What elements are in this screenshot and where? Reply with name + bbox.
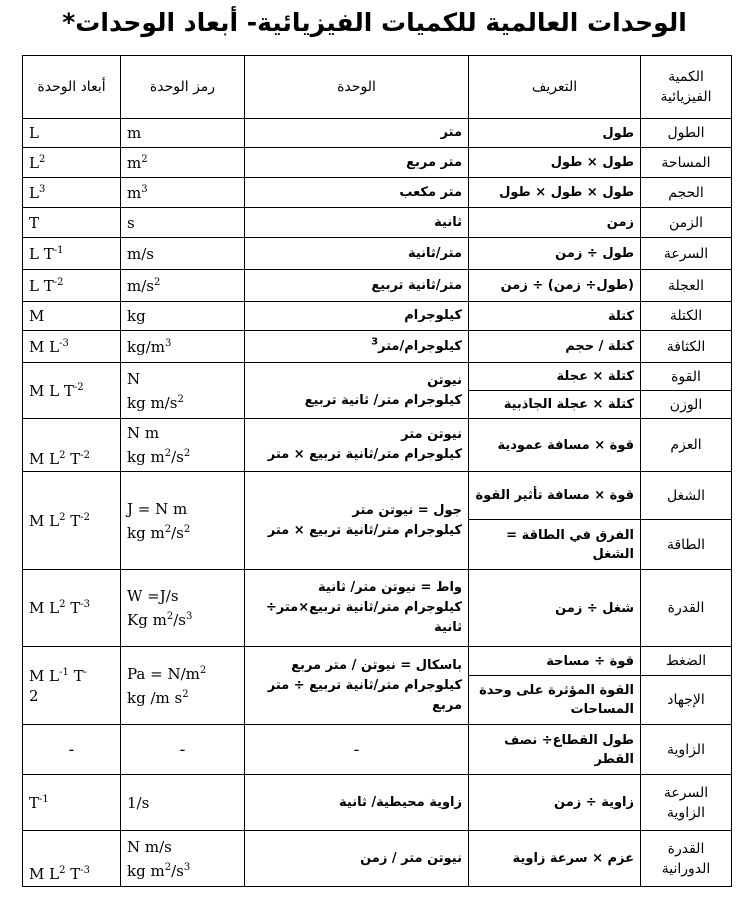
symbol-cell: $m/s^2$ (121, 270, 245, 302)
dimension-cell: M (23, 302, 121, 331)
symbol-cell: $m^3$ (121, 178, 245, 208)
page-title: الوحدات العالمية للكميات الفيزيائية- أبعاد الوحدات* (62, 8, 687, 37)
symbol-cell (121, 472, 245, 570)
symbol-line: $Pa = N/m^2$ (127, 664, 207, 683)
definition-cell: قوة × مسافة عمودية (469, 419, 641, 472)
unit-cell: متر (245, 119, 469, 148)
definition-cell: كتلة × عجلة (469, 363, 641, 391)
dimension-cell: M $L^2$ $T^{-2}$ (23, 419, 121, 472)
quantity-cell: الطول (641, 119, 732, 148)
quantity-cell: الإجهاد (641, 676, 732, 725)
definition-cell: طول ÷ زمن (469, 238, 641, 270)
quantity-cell: الحجم (641, 178, 732, 208)
symbol-line: kg $m^2/s^3$ (127, 861, 191, 880)
dimension-cell: M L $T^{-2}$ (23, 363, 121, 419)
quantity-cell: القوة (641, 363, 732, 391)
dimension-cell: $T^{-1}$ (23, 775, 121, 831)
symbol-line: N m/s (127, 837, 172, 856)
quantity-cell: الوزن (641, 391, 732, 419)
unit-cell: كيلوجرام (245, 302, 469, 331)
unit-line: كيلوجرام متر/ ثانية تربيع (304, 392, 462, 408)
symbol-line: kg $m^2/s^2$ (127, 448, 191, 466)
symbol-cell: m (121, 119, 245, 148)
unit-cell: نيوتن متر / زمن (245, 831, 469, 887)
definition-cell: (طول÷ زمن) ÷ زمن (469, 270, 641, 302)
table-row (23, 238, 732, 270)
symbol-cell: $m^2$ (121, 148, 245, 178)
table-row (23, 570, 732, 647)
quantity-cell: العزم (641, 419, 732, 472)
symbol-cell (121, 363, 245, 419)
unit-line: كيلوجرام متر/ثانية تربيع ÷ متر مربع (267, 677, 462, 713)
quantity-cell: المساحة (641, 148, 732, 178)
unit-cell: كيلوجرام/متر$^3$ (245, 331, 469, 363)
unit-cell (245, 647, 469, 725)
definition-cell: طول × طول × طول (469, 178, 641, 208)
definition-cell: طول القطاع÷ نصف القطر (469, 725, 641, 775)
symbol-cell (121, 570, 245, 647)
table-row (23, 831, 732, 887)
symbol-cell: s (121, 208, 245, 238)
unit-cell: متر/ثانية تربيع (245, 270, 469, 302)
definition-cell: الفرق في الطاقة = الشغل (469, 520, 641, 570)
table-row (23, 647, 732, 676)
table-row (23, 302, 732, 331)
table-row (23, 208, 732, 238)
symbol-line: W =J/s (127, 587, 179, 605)
unit-cell (245, 419, 469, 472)
quantity-cell: السرعة (641, 238, 732, 270)
unit-cell: ثانية (245, 208, 469, 238)
symbol-cell: m/s (121, 238, 245, 270)
unit-line: كيلوجرام متر/ثانية تربيع×متر÷ ثانية (265, 600, 462, 635)
table-row (23, 363, 732, 391)
dimension-cell: L $T^{-1}$ (23, 238, 121, 270)
header-definition: التعريف (469, 56, 641, 119)
unit-cell: متر/ثانية (245, 238, 469, 270)
unit-line: نيوتن (427, 372, 462, 388)
unit-cell: زاوية محيطية/ ثانية (245, 775, 469, 831)
definition-cell: شغل ÷ زمن (469, 570, 641, 647)
unit-line: كيلوجرام متر/ثانية تربيع × متر (267, 522, 462, 538)
unit-line: جول = نيوتن متر (352, 502, 462, 518)
table-row (23, 178, 732, 208)
definition-cell: كتلة / حجم (469, 331, 641, 363)
unit-cell: متر مربع (245, 148, 469, 178)
unit-cell: - (245, 725, 469, 775)
definition-cell: كتلة (469, 302, 641, 331)
dimension-cell: $L^3$ (23, 178, 121, 208)
definition-cell: زاوية ÷ زمن (469, 775, 641, 831)
table-row (23, 119, 732, 148)
quantity-cell: الشغل (641, 472, 732, 520)
symbol-line: kg $m/s^2$ (127, 393, 184, 412)
table-row (23, 775, 732, 831)
quantity-cell: العجلة (641, 270, 732, 302)
unit-line: واط = نيوتن متر/ ثانية (318, 580, 462, 595)
dimension-cell: L $T^{-2}$ (23, 270, 121, 302)
unit-cell (245, 570, 469, 647)
symbol-cell: - (121, 725, 245, 775)
header-dimension: أبعاد الوحدة (23, 56, 121, 119)
quantity-cell: الزاوية (641, 725, 732, 775)
definition-cell: القوة المؤثرة على وحدة المساحات (469, 676, 641, 725)
symbol-cell: kg (121, 302, 245, 331)
quantity-cell: القدرة الدورانية (641, 831, 732, 887)
dimension-cell: M $L^2$ $T^{-2}$ (23, 472, 121, 570)
table-row (23, 472, 732, 520)
quantity-cell: السرعة الزاوية (641, 775, 732, 831)
symbol-line: N m (127, 424, 160, 442)
symbol-cell: 1/s (121, 775, 245, 831)
definition-cell: كتلة × عجلة الجاذبية (469, 391, 641, 419)
symbol-line: Kg $m^2/s^3$ (127, 611, 193, 629)
table-row (23, 725, 732, 775)
table-row (23, 331, 732, 363)
dimension-cell: M $L^{-1}$ T- 2 (23, 647, 121, 725)
table-row (23, 148, 732, 178)
table-row (23, 419, 732, 472)
symbol-cell (121, 419, 245, 472)
symbol-cell: $kg/m^3$ (121, 331, 245, 363)
header-row (23, 56, 732, 119)
dimension-cell: T (23, 208, 121, 238)
unit-line: باسكال = نيوتن / متر مربع (291, 657, 462, 673)
definition-cell: زمن (469, 208, 641, 238)
dimension-cell: M $L^2$ $T^{-3}$ (23, 831, 121, 887)
quantity-cell: القدرة (641, 570, 732, 647)
symbol-line: kg /m $s^2$ (127, 688, 189, 707)
quantity-cell: الطاقة (641, 520, 732, 570)
unit-cell (245, 472, 469, 570)
definition-cell: طول × طول (469, 148, 641, 178)
quantity-cell: الكثافة (641, 331, 732, 363)
unit-line: كيلوجرام متر/ثانية تربيع × متر (267, 447, 462, 462)
table-row (23, 270, 732, 302)
symbol-cell (121, 647, 245, 725)
unit-line: نيوتن متر (401, 427, 462, 442)
quantity-cell: الضغط (641, 647, 732, 676)
definition-cell: عزم × سرعة زاوية (469, 831, 641, 887)
header-unit: الوحدة (245, 56, 469, 119)
quantity-cell: الكتلة (641, 302, 732, 331)
symbol-line: kg $m^2/s^2$ (127, 523, 191, 542)
definition-cell: طول (469, 119, 641, 148)
dimension-cell: - (23, 725, 121, 775)
dimension-cell: M $L^2$ $T^{-3}$ (23, 570, 121, 647)
symbol-line: N (127, 369, 141, 388)
header-quantity: الكمية الفيزيائية (641, 56, 732, 119)
symbol-cell (121, 831, 245, 887)
definition-cell: قوة ÷ مساحة (469, 647, 641, 676)
dimension-cell: L (23, 119, 121, 148)
quantity-cell: الزمن (641, 208, 732, 238)
unit-cell: متر مكعب (245, 178, 469, 208)
dimension-cell: $L^2$ (23, 148, 121, 178)
symbol-line: J = N m (127, 499, 188, 518)
dimension-cell: M $L^{-3}$ (23, 331, 121, 363)
definition-cell: قوة × مسافة تأثير القوة (469, 472, 641, 520)
units-table (22, 55, 732, 887)
header-symbol: رمز الوحدة (121, 56, 245, 119)
unit-cell (245, 363, 469, 419)
